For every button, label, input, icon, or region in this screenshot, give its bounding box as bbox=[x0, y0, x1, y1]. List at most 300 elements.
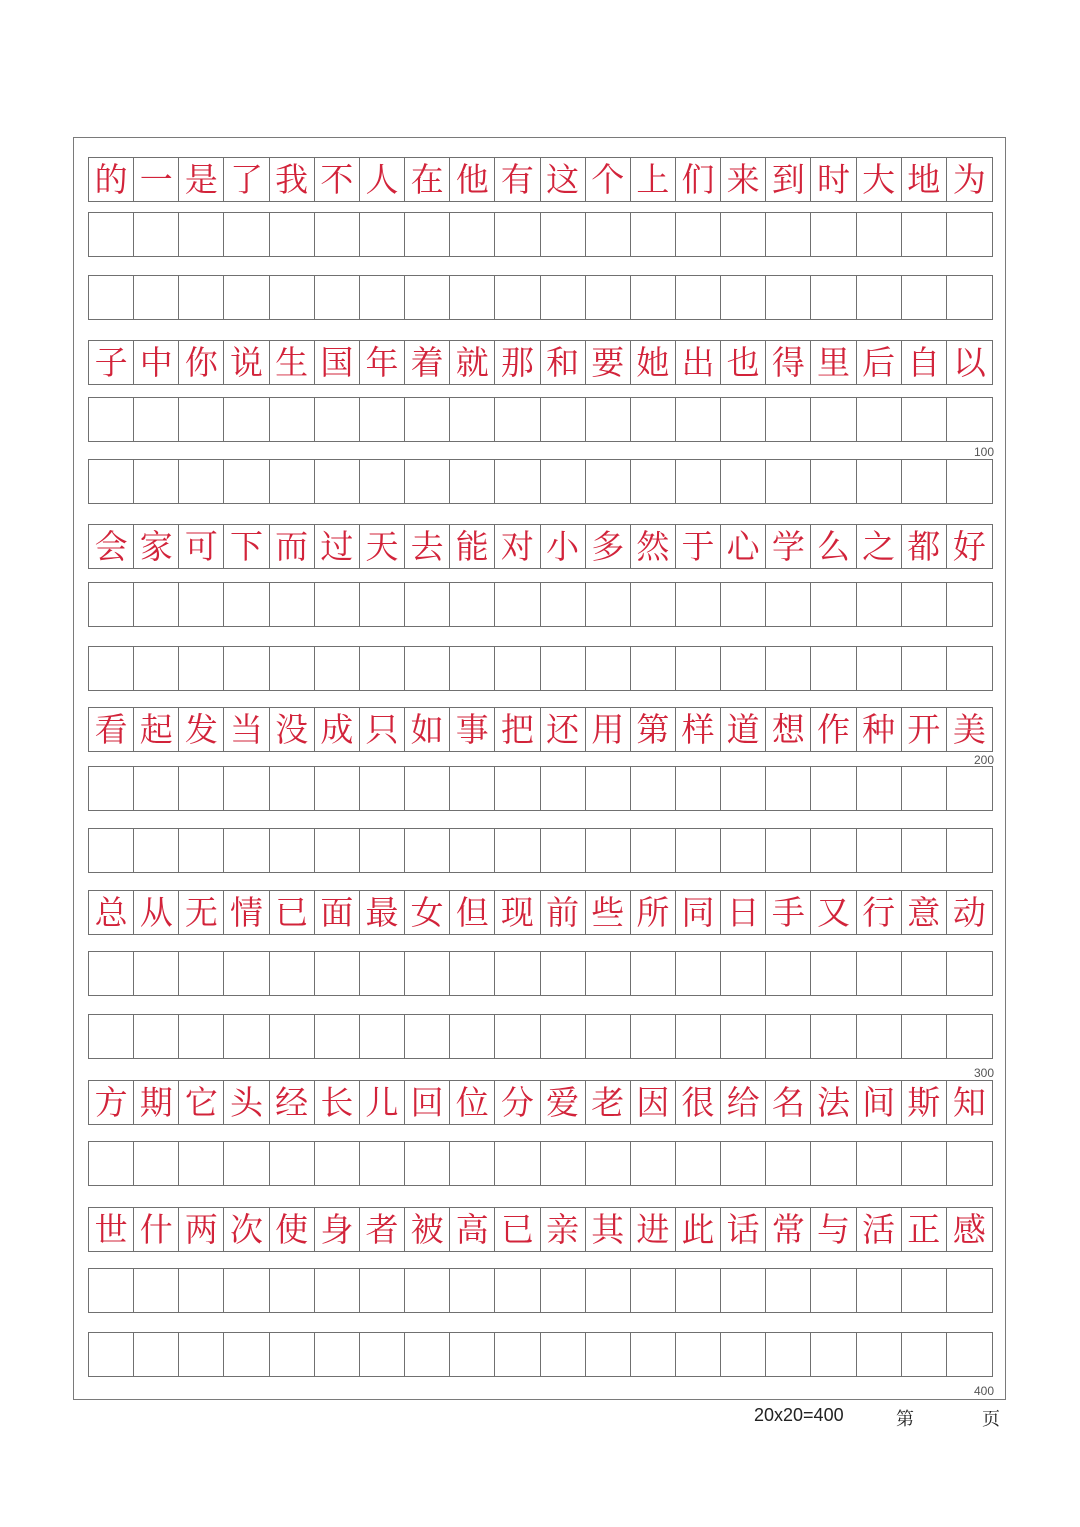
grid-cell: 多 bbox=[586, 525, 631, 568]
grid-cell bbox=[134, 647, 179, 690]
grid-cell: 和 bbox=[541, 341, 586, 384]
grid-cell bbox=[450, 583, 495, 626]
grid-cell bbox=[721, 583, 766, 626]
grid-cell bbox=[766, 583, 811, 626]
grid-cell bbox=[495, 460, 540, 503]
grid-cell bbox=[902, 767, 947, 810]
grid-cell: 正 bbox=[902, 1208, 947, 1251]
grid-cell bbox=[360, 583, 405, 626]
grid-cell bbox=[179, 952, 224, 995]
grid-cell bbox=[270, 1142, 315, 1185]
grid-cell: 无 bbox=[179, 891, 224, 934]
grid-cell bbox=[360, 460, 405, 503]
grid-cell bbox=[360, 398, 405, 441]
grid-row bbox=[88, 1207, 993, 1252]
grid-cell bbox=[721, 460, 766, 503]
grid-cell bbox=[89, 1142, 134, 1185]
grid-cell: 斯 bbox=[902, 1081, 947, 1124]
grid-cell bbox=[766, 1142, 811, 1185]
grid-cell: 开 bbox=[902, 708, 947, 751]
grid-cell bbox=[902, 647, 947, 690]
grid-cell bbox=[224, 1333, 269, 1376]
grid-cell: 能 bbox=[450, 525, 495, 568]
grid-row bbox=[88, 459, 993, 504]
grid-cell bbox=[270, 952, 315, 995]
grid-row bbox=[88, 212, 993, 257]
grid-cell bbox=[947, 829, 992, 872]
grid-cell bbox=[134, 276, 179, 319]
grid-cell: 个 bbox=[586, 158, 631, 201]
grid-cell bbox=[89, 1333, 134, 1376]
grid-cell bbox=[631, 213, 676, 256]
grid-row bbox=[88, 707, 993, 752]
grid-row bbox=[88, 951, 993, 996]
page-prefix-label: 第 bbox=[896, 1409, 914, 1429]
grid-cell: 那 bbox=[495, 341, 540, 384]
grid-cell bbox=[134, 829, 179, 872]
grid-cell bbox=[405, 276, 450, 319]
grid-cell: 这 bbox=[541, 158, 586, 201]
grid-cell bbox=[586, 1142, 631, 1185]
grid-cell: 而 bbox=[270, 525, 315, 568]
grid-cell bbox=[766, 460, 811, 503]
grid-cell bbox=[631, 1269, 676, 1312]
grid-cell bbox=[721, 829, 766, 872]
grid-cell bbox=[902, 1142, 947, 1185]
grid-cell bbox=[134, 1142, 179, 1185]
grid-cell bbox=[360, 952, 405, 995]
grid-cell bbox=[315, 767, 360, 810]
grid-cell: 被 bbox=[405, 1208, 450, 1251]
grid-cell bbox=[811, 767, 856, 810]
grid-cell bbox=[721, 1142, 766, 1185]
grid-cell: 面 bbox=[315, 891, 360, 934]
grid-cell: 前 bbox=[541, 891, 586, 934]
grid-cell bbox=[89, 398, 134, 441]
grid-cell bbox=[89, 583, 134, 626]
grid-cell bbox=[541, 1333, 586, 1376]
grid-cell bbox=[947, 213, 992, 256]
grid-cell bbox=[631, 829, 676, 872]
grid-cell: 此 bbox=[676, 1208, 721, 1251]
grid-cell: 子 bbox=[89, 341, 134, 384]
grid-cell: 过 bbox=[315, 525, 360, 568]
grid-cell bbox=[360, 213, 405, 256]
grid-cell bbox=[405, 1333, 450, 1376]
grid-cell bbox=[947, 1015, 992, 1058]
grid-cell bbox=[270, 1015, 315, 1058]
grid-cell: 从 bbox=[134, 891, 179, 934]
grid-cell bbox=[766, 398, 811, 441]
grid-cell: 样 bbox=[676, 708, 721, 751]
grid-cell bbox=[811, 952, 856, 995]
grid-cell bbox=[450, 952, 495, 995]
grid-cell: 没 bbox=[270, 708, 315, 751]
grid-cell bbox=[902, 1269, 947, 1312]
grid-cell bbox=[586, 952, 631, 995]
grid-cell: 方 bbox=[89, 1081, 134, 1124]
grid-cell: 很 bbox=[676, 1081, 721, 1124]
grid-cell: 年 bbox=[360, 341, 405, 384]
grid-cell: 不 bbox=[315, 158, 360, 201]
grid-cell bbox=[902, 398, 947, 441]
grid-cell bbox=[360, 1333, 405, 1376]
grid-cell bbox=[270, 583, 315, 626]
grid-cell bbox=[405, 1142, 450, 1185]
grid-cell: 对 bbox=[495, 525, 540, 568]
grid-cell bbox=[947, 952, 992, 995]
count-marker-300: 300 bbox=[973, 1066, 994, 1080]
grid-cell: 位 bbox=[450, 1081, 495, 1124]
grid-cell: 话 bbox=[721, 1208, 766, 1251]
grid-cell bbox=[270, 276, 315, 319]
grid-cell: 与 bbox=[811, 1208, 856, 1251]
grid-cell bbox=[315, 213, 360, 256]
grid-cell: 要 bbox=[586, 341, 631, 384]
grid-cell: 到 bbox=[766, 158, 811, 201]
grid-cell bbox=[586, 460, 631, 503]
grid-cell: 我 bbox=[270, 158, 315, 201]
grid-cell bbox=[224, 767, 269, 810]
grid-cell bbox=[270, 460, 315, 503]
grid-cell bbox=[586, 829, 631, 872]
grid-cell: 去 bbox=[405, 525, 450, 568]
grid-cell: 当 bbox=[224, 708, 269, 751]
grid-cell bbox=[405, 1015, 450, 1058]
grid-cell: 身 bbox=[315, 1208, 360, 1251]
grid-cell: 但 bbox=[450, 891, 495, 934]
grid-cell bbox=[134, 398, 179, 441]
grid-cell bbox=[541, 1015, 586, 1058]
grid-cell: 想 bbox=[766, 708, 811, 751]
grid-cell: 情 bbox=[224, 891, 269, 934]
grid-cell: 名 bbox=[766, 1081, 811, 1124]
grid-cell: 就 bbox=[450, 341, 495, 384]
grid-cell bbox=[586, 213, 631, 256]
grid-cell bbox=[179, 460, 224, 503]
grid-cell bbox=[721, 1015, 766, 1058]
grid-cell bbox=[811, 1015, 856, 1058]
grid-cell bbox=[224, 647, 269, 690]
grid-cell bbox=[315, 1142, 360, 1185]
grid-cell bbox=[631, 583, 676, 626]
grid-cell bbox=[902, 952, 947, 995]
grid-cell bbox=[541, 398, 586, 441]
grid-cell: 心 bbox=[721, 525, 766, 568]
grid-cell: 时 bbox=[811, 158, 856, 201]
grid-cell bbox=[450, 460, 495, 503]
grid-spec-label: 20x20=400 bbox=[754, 1405, 844, 1425]
grid-cell: 法 bbox=[811, 1081, 856, 1124]
grid-cell: 期 bbox=[134, 1081, 179, 1124]
grid-cell bbox=[857, 952, 902, 995]
grid-cell: 行 bbox=[857, 891, 902, 934]
grid-cell: 间 bbox=[857, 1081, 902, 1124]
grid-cell bbox=[541, 952, 586, 995]
grid-cell: 感 bbox=[952, 1210, 986, 1249]
grid-cell bbox=[495, 829, 540, 872]
grid-cell bbox=[541, 1142, 586, 1185]
grid-cell: 有 bbox=[495, 158, 540, 201]
grid-cell: 了 bbox=[224, 158, 269, 201]
grid-cell bbox=[495, 398, 540, 441]
grid-cell bbox=[811, 1333, 856, 1376]
grid-cell: 生 bbox=[270, 341, 315, 384]
grid-cell: 国 bbox=[315, 341, 360, 384]
grid-cell bbox=[405, 460, 450, 503]
grid-cell: 里 bbox=[811, 341, 856, 384]
grid-cell: 儿 bbox=[360, 1081, 405, 1124]
grid-cell: 老 bbox=[586, 1081, 631, 1124]
grid-cell bbox=[676, 952, 721, 995]
grid-cell bbox=[89, 1269, 134, 1312]
grid-cell bbox=[902, 829, 947, 872]
grid-cell bbox=[947, 276, 992, 319]
grid-cell: 使 bbox=[270, 1208, 315, 1251]
grid-cell bbox=[766, 647, 811, 690]
grid-cell bbox=[134, 952, 179, 995]
grid-cell: 分 bbox=[495, 1081, 540, 1124]
grid-cell bbox=[224, 952, 269, 995]
grid-cell bbox=[405, 213, 450, 256]
grid-cell bbox=[541, 1269, 586, 1312]
grid-cell: 在 bbox=[405, 158, 450, 201]
grid-cell bbox=[405, 829, 450, 872]
grid-cell: 把 bbox=[495, 708, 540, 751]
grid-cell: 亲 bbox=[541, 1208, 586, 1251]
grid-cell: 意 bbox=[902, 891, 947, 934]
grid-cell bbox=[89, 1015, 134, 1058]
grid-cell bbox=[721, 952, 766, 995]
grid-row bbox=[88, 524, 993, 569]
grid-cell bbox=[631, 460, 676, 503]
grid-cell: 最 bbox=[360, 891, 405, 934]
grid-cell: 着 bbox=[405, 341, 450, 384]
grid-cell: 学 bbox=[766, 525, 811, 568]
grid-cell bbox=[450, 276, 495, 319]
grid-cell bbox=[179, 398, 224, 441]
grid-cell: 经 bbox=[270, 1081, 315, 1124]
grid-cell bbox=[270, 647, 315, 690]
grid-cell bbox=[495, 1015, 540, 1058]
grid-cell: 总 bbox=[89, 891, 134, 934]
grid-cell: 动 bbox=[952, 893, 986, 932]
grid-cell bbox=[586, 647, 631, 690]
grid-cell bbox=[947, 767, 992, 810]
grid-cell bbox=[315, 276, 360, 319]
grid-cell: 可 bbox=[179, 525, 224, 568]
grid-cell bbox=[179, 583, 224, 626]
grid-cell bbox=[405, 1269, 450, 1312]
grid-cell bbox=[857, 460, 902, 503]
grid-cell bbox=[405, 647, 450, 690]
grid-cell: 于 bbox=[676, 525, 721, 568]
grid-cell: 同 bbox=[676, 891, 721, 934]
grid-row bbox=[88, 157, 993, 202]
grid-cell bbox=[315, 583, 360, 626]
count-marker-400: 400 bbox=[973, 1384, 994, 1398]
grid-cell bbox=[676, 1015, 721, 1058]
grid-cell: 已 bbox=[270, 891, 315, 934]
grid-cell bbox=[676, 276, 721, 319]
grid-cell bbox=[89, 952, 134, 995]
count-marker-200: 200 bbox=[973, 753, 994, 767]
grid-cell bbox=[134, 1269, 179, 1312]
grid-cell bbox=[315, 647, 360, 690]
grid-cell: 爱 bbox=[541, 1081, 586, 1124]
grid-cell bbox=[631, 398, 676, 441]
grid-cell bbox=[766, 829, 811, 872]
grid-cell bbox=[676, 647, 721, 690]
grid-cell bbox=[586, 767, 631, 810]
grid-cell: 常 bbox=[766, 1208, 811, 1251]
grid-row bbox=[88, 1268, 993, 1313]
grid-cell: 下 bbox=[224, 525, 269, 568]
grid-cell: 者 bbox=[360, 1208, 405, 1251]
grid-cell bbox=[947, 647, 992, 690]
grid-cell: 头 bbox=[224, 1081, 269, 1124]
grid-cell bbox=[179, 1142, 224, 1185]
grid-cell bbox=[224, 583, 269, 626]
grid-cell bbox=[631, 767, 676, 810]
grid-cell bbox=[676, 829, 721, 872]
grid-cell bbox=[676, 213, 721, 256]
grid-cell: 其 bbox=[586, 1208, 631, 1251]
grid-cell: 地 bbox=[902, 158, 947, 201]
grid-row bbox=[88, 1141, 993, 1186]
grid-cell: 事 bbox=[450, 708, 495, 751]
grid-cell bbox=[857, 767, 902, 810]
grid-cell: 女 bbox=[405, 891, 450, 934]
grid-cell bbox=[224, 213, 269, 256]
grid-cell: 高 bbox=[450, 1208, 495, 1251]
grid-cell bbox=[134, 213, 179, 256]
grid-cell bbox=[811, 829, 856, 872]
grid-cell bbox=[902, 276, 947, 319]
grid-cell: 大 bbox=[857, 158, 902, 201]
grid-cell bbox=[134, 583, 179, 626]
grid-cell bbox=[947, 1142, 992, 1185]
grid-cell bbox=[721, 1333, 766, 1376]
grid-cell bbox=[360, 767, 405, 810]
grid-cell bbox=[495, 1269, 540, 1312]
grid-row bbox=[88, 828, 993, 873]
grid-cell bbox=[811, 1142, 856, 1185]
grid-cell: 作 bbox=[811, 708, 856, 751]
grid-cell: 看 bbox=[89, 708, 134, 751]
grid-cell bbox=[947, 460, 992, 503]
grid-cell bbox=[676, 1142, 721, 1185]
grid-cell: 些 bbox=[586, 891, 631, 934]
grid-cell bbox=[811, 460, 856, 503]
grid-cell bbox=[495, 1333, 540, 1376]
grid-cell bbox=[857, 398, 902, 441]
grid-cell: 么 bbox=[811, 525, 856, 568]
grid-cell: 种 bbox=[857, 708, 902, 751]
grid-row bbox=[88, 397, 993, 442]
grid-cell: 为 bbox=[952, 160, 986, 199]
grid-cell bbox=[360, 1015, 405, 1058]
grid-cell bbox=[766, 1269, 811, 1312]
grid-cell bbox=[541, 647, 586, 690]
grid-cell bbox=[947, 583, 992, 626]
grid-cell bbox=[270, 213, 315, 256]
grid-cell bbox=[179, 1269, 224, 1312]
grid-cell bbox=[766, 1015, 811, 1058]
grid-cell bbox=[179, 767, 224, 810]
grid-cell bbox=[224, 460, 269, 503]
grid-cell bbox=[947, 398, 992, 441]
grid-cell bbox=[586, 276, 631, 319]
grid-cell bbox=[721, 647, 766, 690]
grid-cell: 给 bbox=[721, 1081, 766, 1124]
grid-row bbox=[88, 340, 993, 385]
grid-cell: 活 bbox=[857, 1208, 902, 1251]
grid-cell bbox=[811, 647, 856, 690]
grid-cell: 天 bbox=[360, 525, 405, 568]
grid-cell bbox=[541, 213, 586, 256]
grid-cell: 小 bbox=[541, 525, 586, 568]
grid-cell bbox=[450, 1269, 495, 1312]
grid-cell: 出 bbox=[676, 341, 721, 384]
grid-cell bbox=[857, 829, 902, 872]
grid-cell bbox=[586, 398, 631, 441]
grid-cell bbox=[224, 276, 269, 319]
grid-cell bbox=[89, 829, 134, 872]
grid-cell: 是 bbox=[179, 158, 224, 201]
grid-cell bbox=[495, 767, 540, 810]
grid-cell bbox=[586, 1015, 631, 1058]
grid-cell bbox=[902, 213, 947, 256]
grid-cell: 长 bbox=[315, 1081, 360, 1124]
grid-cell: 然 bbox=[631, 525, 676, 568]
grid-cell bbox=[857, 213, 902, 256]
grid-cell bbox=[360, 829, 405, 872]
grid-cell: 起 bbox=[134, 708, 179, 751]
grid-cell: 用 bbox=[586, 708, 631, 751]
grid-cell: 知 bbox=[952, 1083, 986, 1122]
grid-cell bbox=[721, 767, 766, 810]
grid-cell bbox=[134, 767, 179, 810]
grid-cell bbox=[495, 952, 540, 995]
grid-cell: 什 bbox=[134, 1208, 179, 1251]
grid-row bbox=[88, 275, 993, 320]
grid-cell bbox=[450, 1142, 495, 1185]
grid-cell bbox=[224, 1142, 269, 1185]
page-suffix-label: 页 bbox=[982, 1409, 1000, 1429]
grid-cell bbox=[631, 1142, 676, 1185]
grid-cell bbox=[315, 1333, 360, 1376]
grid-row bbox=[88, 582, 993, 627]
grid-cell bbox=[360, 1269, 405, 1312]
grid-row bbox=[88, 1080, 993, 1125]
grid-cell bbox=[902, 583, 947, 626]
grid-cell bbox=[89, 767, 134, 810]
grid-cell: 后 bbox=[857, 341, 902, 384]
grid-cell bbox=[315, 460, 360, 503]
grid-cell bbox=[857, 1269, 902, 1312]
grid-cell bbox=[766, 767, 811, 810]
grid-cell bbox=[179, 276, 224, 319]
grid-cell bbox=[134, 460, 179, 503]
grid-cell bbox=[315, 1269, 360, 1312]
grid-cell: 第 bbox=[631, 708, 676, 751]
grid-cell: 美 bbox=[952, 710, 986, 749]
grid-cell bbox=[766, 952, 811, 995]
grid-cell bbox=[631, 1333, 676, 1376]
grid-cell: 得 bbox=[766, 341, 811, 384]
grid-cell bbox=[947, 1333, 992, 1376]
